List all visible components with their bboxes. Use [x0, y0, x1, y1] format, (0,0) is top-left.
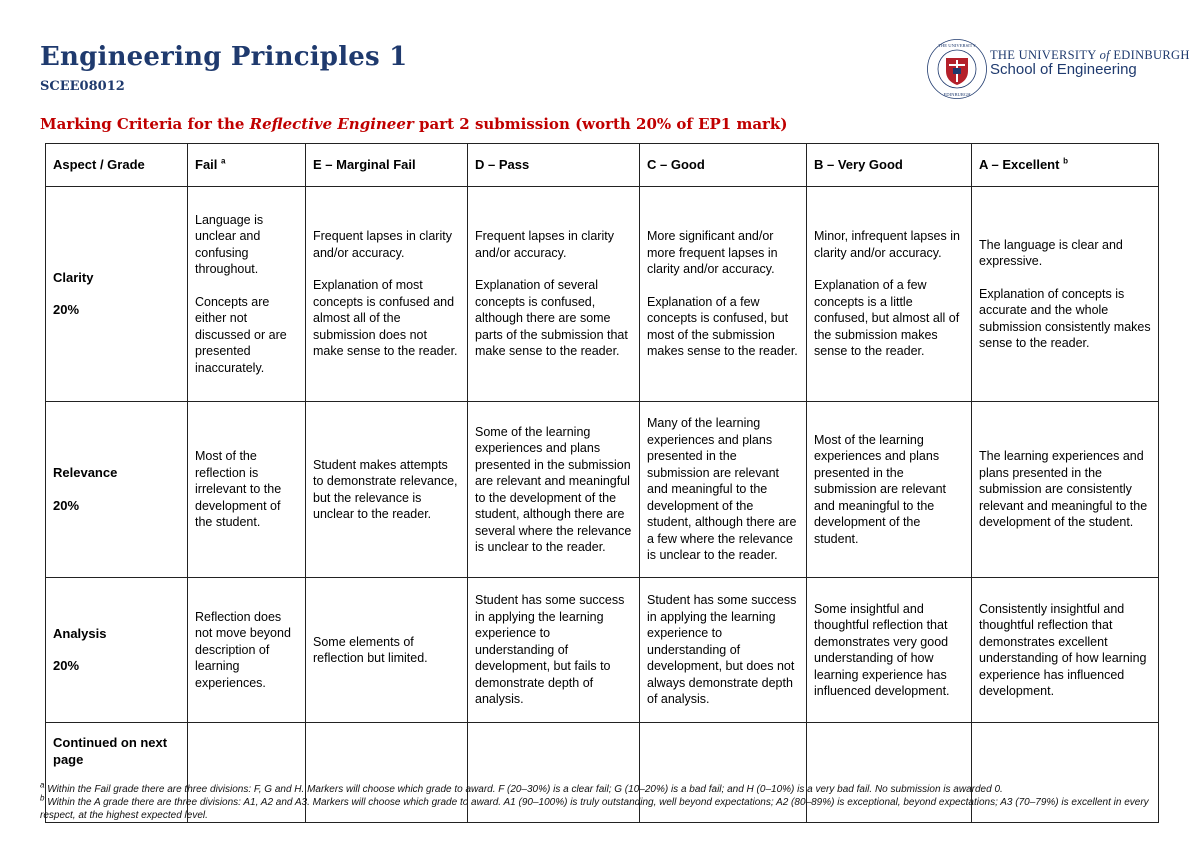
university-name: THE UNIVERSITY of EDINBURGH	[990, 48, 1190, 62]
table-row-clarity	[46, 187, 1159, 402]
subtitle-italic: Reflective Engineer	[249, 115, 414, 133]
table-header-row	[46, 144, 1159, 187]
footnote-ref-b: b	[1063, 156, 1068, 166]
marking-criteria-heading	[40, 115, 787, 133]
table-row-relevance	[46, 402, 1159, 578]
footnote-b: $^b$ Within the A grade there are three divisions: A1, A2 and A3. Markers will choose which grade to award. A1 (90–100%) is truly outstanding, well beyond expectations; A2 (80–89%) is exceptional, beyond expectations; A3 (70–79%) is excellent in every respect, at the highest expected level.	[40, 793, 1149, 821]
subtitle-pre: Marking Criteria for the	[40, 115, 250, 133]
aspect-cell-clarity: Clarity 20%	[46, 187, 188, 402]
aspect-cell-relevance: Relevance 20%	[46, 402, 188, 578]
svg-text:EDINBURGH: EDINBURGH	[943, 92, 971, 97]
criteria-cell: Frequent lapses in clarity and/or accuracy. Explanation of most concepts is confused and almost all of the submission does not make sense to the reader.	[306, 187, 468, 402]
header-fail: Fail $^a$	[188, 144, 306, 187]
header-aspect-grade: Aspect / Grade	[46, 144, 188, 187]
criteria-cell: Student has some success in applying the learning experience to understanding of development, but does not always demonstrate depth of analysis.	[640, 578, 807, 723]
criteria-cell: Student has some success in applying the learning experience to understanding of development, but fails to demonstrate depth of analysis.	[468, 578, 640, 723]
criteria-cell: Most of the learning experiences and plans presented in the submission are relevant and meaningful to the development of the student.	[807, 402, 972, 578]
criteria-cell: Many of the learning experiences and plans presented in the submission are relevant and meaningful to the development of the student, although there are a few where the relevance is unclear to the reader.	[640, 402, 807, 578]
criteria-cell: The learning experiences and plans presented in the submission are consistently relevant and meaningful to the development of the student.	[972, 402, 1159, 578]
header-very-good: B – Very Good	[807, 144, 972, 187]
table-row-analysis	[46, 578, 1159, 723]
criteria-cell: Most of the reflection is irrelevant to the development of the student.	[188, 402, 306, 578]
criteria-cell: Some elements of reflection but limited.	[306, 578, 468, 723]
criteria-cell: Some insightful and thoughtful reflection that demonstrates very good understanding of how learning experience has influenced development.	[807, 578, 972, 723]
criteria-cell: Consistently insightful and thoughtful reflection that demonstrates excellent understanding of how learning experience has influenced development.	[972, 578, 1159, 723]
criteria-cell: Student makes attempts to demonstrate relevance, but the relevance is unclear to the reader.	[306, 402, 468, 578]
university-crest-logo	[926, 38, 988, 100]
footnotes	[40, 780, 1160, 822]
header-pass: D – Pass	[468, 144, 640, 187]
header-excellent: A – Excellent $^b$	[972, 144, 1159, 187]
header-good: C – Good	[640, 144, 807, 187]
school-name: School of Engineering	[990, 61, 1137, 78]
criteria-cell: Frequent lapses in clarity and/or accuracy. Explanation of several concepts is confused, although there are some parts of the submission that make sense to the reader.	[468, 187, 640, 402]
header-marginal-fail: E – Marginal Fail	[306, 144, 468, 187]
continued-note: Continued on next page	[46, 723, 188, 823]
marking-criteria-table	[45, 143, 1159, 823]
course-code: SCEE08012	[40, 79, 125, 94]
criteria-cell: Language is unclear and confusing throughout. Concepts are either not discussed or are presented inaccurately.	[188, 187, 306, 402]
aspect-cell-analysis: Analysis 20%	[46, 578, 188, 723]
footnote-ref-a: a	[221, 156, 226, 166]
footnote-a: $^a$ Within the Fail grade there are three divisions: F, G and H. Markers will choose which grade to award. F (20–30%) is a clear fail; G (10–20%) is a bad fail; and H (0–10%) is a very bad fail. No submission is awarded 0.	[40, 780, 1003, 795]
criteria-cell: More significant and/or more frequent lapses in clarity and/or accuracy. Explanation of a few concepts is confused, but most of the submission makes sense to the reader.	[640, 187, 807, 402]
criteria-cell: Minor, infrequent lapses in clarity and/or accuracy. Explanation of a few concepts is a little confused, but almost all of the submission makes sense to the reader.	[807, 187, 972, 402]
svg-text:THE UNIVERSITY: THE UNIVERSITY	[938, 43, 976, 48]
subtitle-post: part 2 submission (worth 20% of EP1 mark)	[413, 115, 788, 133]
criteria-cell: Some of the learning experiences and plans presented in the submission are relevant and meaningful to the development of the student, although there are several where the relevance is unclear to the reader.	[468, 402, 640, 578]
criteria-cell: Reflection does not move beyond description of learning experiences.	[188, 578, 306, 723]
criteria-cell: The language is clear and expressive. Explanation of concepts is accurate and the whole submission consistently makes sense to the reader.	[972, 187, 1159, 402]
page-title: Engineering Principles 1	[40, 42, 408, 72]
